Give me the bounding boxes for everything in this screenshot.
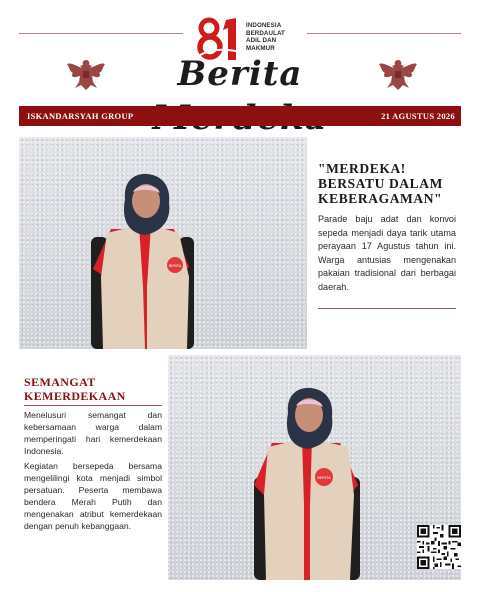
masthead-title: Berita — [177, 54, 303, 94]
issue-date: 21 AGUSTUS 2026 — [381, 111, 455, 121]
article-2-divider — [24, 405, 162, 406]
article-1-headline: "MERDEKA! BERSATU DALAM KEBERAGAMAN" — [318, 161, 443, 206]
vest-badge-text: BERITA — [317, 475, 331, 480]
vest-badge-text: BERITA — [168, 264, 182, 268]
logo-tagline: INDONESIA BERDAULAT ADIL DAN MAKMUR — [246, 22, 285, 52]
publisher-label: ISKANDARSYAH GROUP — [27, 111, 134, 121]
article-photo-1 — [19, 137, 307, 349]
article-2-headline: SEMANGAT KEMERDEKAAN — [24, 375, 126, 403]
article-1-body: Parade baju adat dan konvoi sepeda menjadi daya tarik utama perayaan 17 Agustus tahun ini. Warga antusias mengenakan pakaian tradisional dari berbagai daerah. — [318, 214, 456, 292]
article-2-paragraph-1: Menelusuri semangat dan kebersamaan warga dalam memperingati hari kemerdekaan Indonesia. — [24, 410, 162, 456]
masthead-rule-right — [307, 33, 461, 34]
article-2-paragraph-2: Kegiatan bersepeda bersama mengelilingi kota menjadi simbol persatuan. Peserta membawa bendera Merah Putih dan mengenakan atribut kemerdekaan dengan penuh kebanggaan. — [24, 461, 162, 531]
qr-code-icon — [417, 525, 461, 569]
garuda-icon — [378, 56, 418, 92]
masthead-rule-left — [19, 33, 183, 34]
garuda-icon — [66, 56, 106, 92]
date-banner — [19, 106, 461, 126]
article-1-divider — [318, 308, 456, 309]
